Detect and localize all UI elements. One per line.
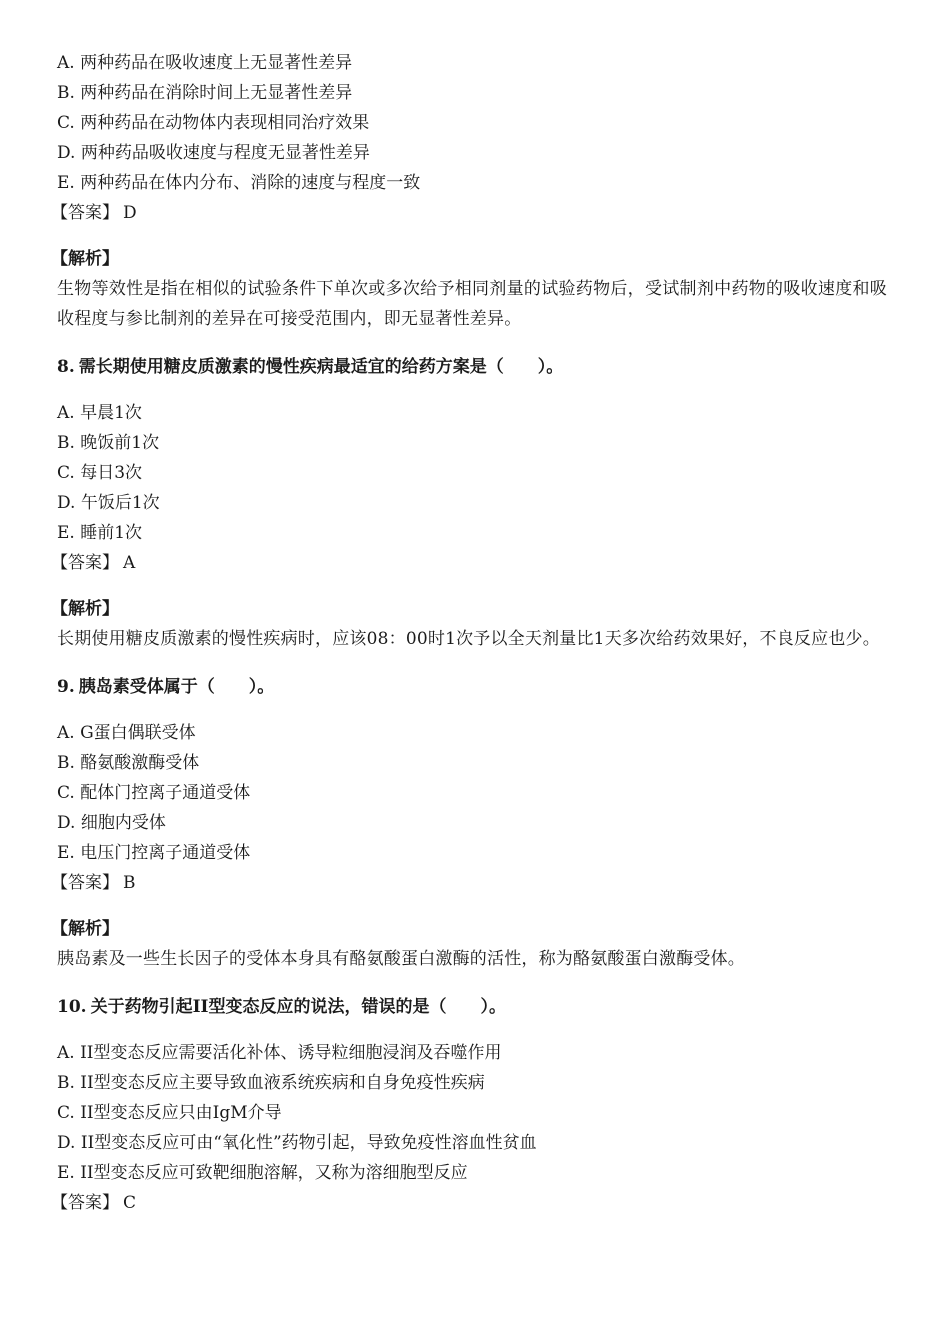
option-b: B. 酪氨酸激酶受体: [57, 753, 200, 773]
answer-line: [51, 198, 887, 228]
answer-value: C: [123, 1193, 137, 1213]
option-a: A. 两种药品在吸收速度上无显著性差异: [57, 53, 353, 73]
analysis-label: 【解析】: [51, 249, 119, 269]
option-d: D. 细胞内受体: [57, 813, 166, 833]
answer-value: B: [123, 873, 136, 893]
question-stem: [57, 992, 887, 1022]
option-d: D. 午饭后1次: [57, 493, 160, 513]
answer-value: A: [123, 553, 136, 573]
analysis-text: 胰岛素及一些生长因子的受体本身具有酪氨酸蛋白激酶的活性，称为酪氨酸蛋白激酶受体。: [57, 949, 745, 969]
question-9: [51, 672, 887, 974]
question-text: 需长期使用糖皮质激素的慢性疾病最适宜的给药方案是（ ）。: [78, 357, 564, 377]
document-page: [51, 48, 887, 1218]
option-c: C. 配体门控离子通道受体: [57, 783, 251, 803]
answer-label: 【答案】: [51, 1193, 119, 1213]
answer-line: [51, 868, 887, 898]
option-c: C. II型变态反应只由IgM介导: [57, 1103, 282, 1123]
option-b: B. 晚饭前1次: [57, 433, 160, 453]
answer-line: [51, 1188, 887, 1218]
option-e: E. 两种药品在体内分布、消除的速度与程度一致: [57, 173, 421, 193]
option-d: D. II型变态反应可由“氧化性”药物引起，导致免疫性溶血性贫血: [57, 1133, 537, 1153]
answer-label: 【答案】: [51, 873, 119, 893]
analysis-label: 【解析】: [51, 599, 119, 619]
analysis-label: 【解析】: [51, 919, 119, 939]
option-c: C. 两种药品在动物体内表现相同治疗效果: [57, 113, 370, 133]
question-7-tail: [51, 48, 887, 334]
question-stem: [57, 352, 887, 382]
option-a: A. 早晨1次: [57, 403, 142, 423]
answer-value: D: [123, 203, 137, 223]
option-e: E. II型变态反应可致靶细胞溶解，又称为溶细胞型反应: [57, 1163, 468, 1183]
answer-line: [51, 548, 887, 578]
option-b: B. II型变态反应主要导致血液系统疾病和自身免疫性疾病: [57, 1073, 485, 1093]
question-stem: [57, 672, 887, 702]
question-text: 关于药物引起II型变态反应的说法，错误的是（ ）。: [90, 997, 506, 1017]
question-8: [51, 352, 887, 654]
question-10: [51, 992, 887, 1218]
question-number: 10.: [57, 997, 87, 1017]
answer-label: 【答案】: [51, 553, 119, 573]
option-d: D. 两种药品吸收速度与程度无显著性差异: [57, 143, 370, 163]
option-e: E. 睡前1次: [57, 523, 143, 543]
option-c: C. 每日3次: [57, 463, 143, 483]
option-b: B. 两种药品在消除时间上无显著性差异: [57, 83, 353, 103]
question-number: 9.: [57, 677, 75, 697]
analysis-text: 长期使用糖皮质激素的慢性疾病时，应该08：00时1次予以全天剂量比1天多次给药效果好，不良反应也少。: [57, 629, 880, 649]
analysis-text: 生物等效性是指在相似的试验条件下单次或多次给予相同剂量的试验药物后，受试制剂中药物的吸收速度和吸收程度与参比制剂的差异在可接受范围内，即无显著性差异。: [57, 279, 887, 329]
answer-label: 【答案】: [51, 203, 119, 223]
question-text: 胰岛素受体属于（ ）。: [78, 677, 275, 697]
option-a: A. G蛋白偶联受体: [57, 723, 196, 743]
question-number: 8.: [57, 357, 75, 377]
option-e: E. 电压门控离子通道受体: [57, 843, 251, 863]
option-a: A. II型变态反应需要活化补体、诱导粒细胞浸润及吞噬作用: [57, 1043, 502, 1063]
